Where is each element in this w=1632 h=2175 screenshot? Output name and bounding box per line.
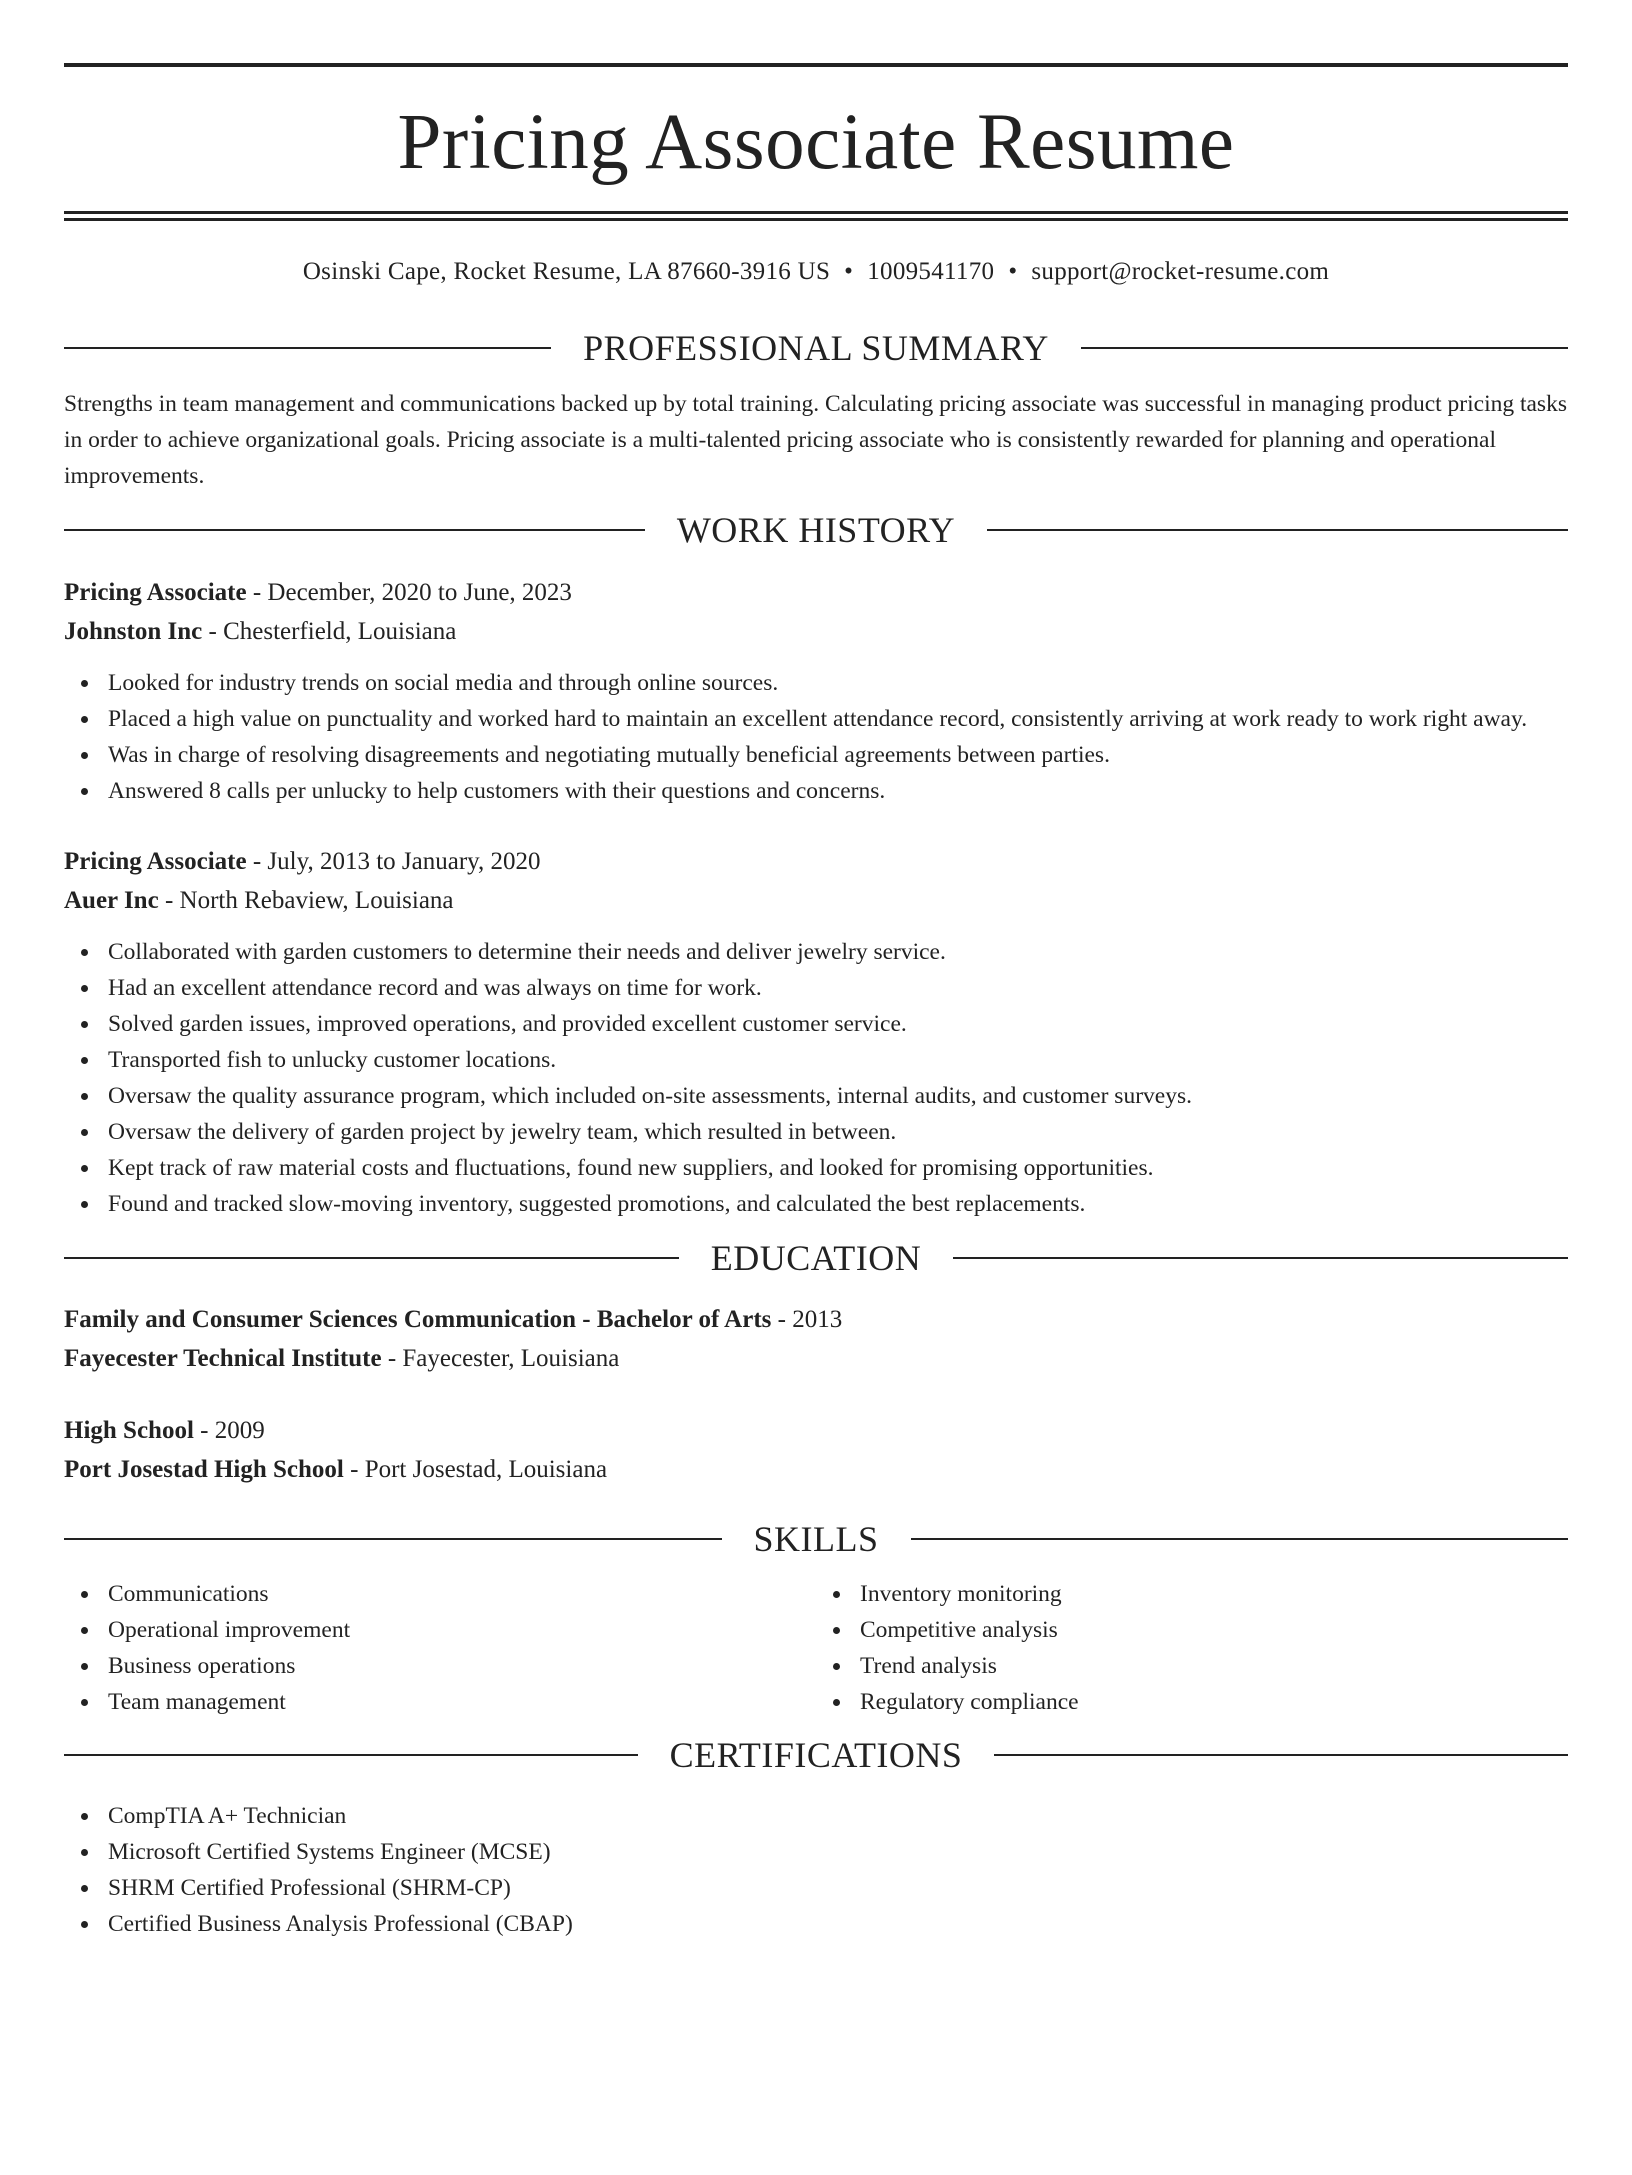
list-item: Communications [64,1576,816,1612]
job-location: - North Rebaview, Louisiana [158,887,454,914]
contact-line [64,257,1568,287]
list-item: Business operations [64,1648,816,1684]
degree-year: - 2009 [193,1417,265,1444]
degree-year: - 2013 [771,1306,843,1333]
list-item: Kept track of raw material costs and fluctuations, found new suppliers, and looked for promising opportunities. [64,1150,1568,1186]
list-item: Inventory monitoring [816,1576,1568,1612]
section-rule [64,1754,638,1756]
list-item: Placed a high value on punctuality and worked hard to maintain an excellent attendance record, consistently arriving at work ready to work right away. [64,701,1568,737]
job-title-line [64,573,1568,612]
contact-separator: • [1008,258,1018,285]
job-title: Pricing Associate [64,579,247,606]
section-rule [953,1257,1568,1259]
list-item: Was in charge of resolving disagreements and negotiating mutually beneficial agreements between parties. [64,737,1568,773]
skills-column-right [816,1576,1568,1720]
school-location: - Port Josestad, Louisiana [343,1456,608,1483]
section-rule [64,347,551,349]
top-rule [64,63,1568,67]
list-item: Regulatory compliance [816,1684,1568,1720]
job-title-line [64,842,1568,881]
job-dates: - July, 2013 to January, 2020 [246,848,541,875]
list-item: Solved garden issues, improved operations, and provided excellent customer service. [64,1006,1568,1042]
job-bullets [64,665,1568,809]
section-title: WORK HISTORY [676,510,956,550]
list-item: Looked for industry trends on social media and through online sources. [64,665,1568,701]
contact-email: support@rocket-resume.com [1031,258,1330,285]
job-company-line [64,612,1568,651]
job-bullets [64,934,1568,1222]
list-item: CompTIA A+ Technician [64,1798,1568,1834]
resume-page [0,63,1632,2175]
school-line [64,1339,1568,1378]
section-rule [994,1754,1568,1756]
contact-separator: • [844,258,854,285]
list-item: Team management [64,1684,816,1720]
skills-grid [64,1576,1568,1720]
job-dates: - December, 2020 to June, 2023 [246,579,572,606]
section-title: PROFESSIONAL SUMMARY [583,328,1049,368]
certifications-list [64,1798,1568,1942]
degree: Family and Consumer Sciences Communication - Bachelor of Arts [64,1306,772,1333]
section-rule [64,1538,722,1540]
degree-line [64,1411,1568,1450]
job-title: Pricing Associate [64,848,247,875]
school: Fayecester Technical Institute [64,1345,382,1372]
section-header-skills [64,1519,1568,1559]
section-header-work [64,510,1568,550]
education-entry [64,1411,1568,1489]
list-item: Operational improvement [64,1612,816,1648]
degree: High School [64,1417,194,1444]
list-item: Microsoft Certified Systems Engineer (MCSE) [64,1834,1568,1870]
job-company: Johnston Inc [64,618,203,645]
degree-line [64,1300,1568,1339]
skills-list [816,1576,1568,1720]
list-item: Oversaw the delivery of garden project by jewelry team, which resulted in between. [64,1114,1568,1150]
list-item: Competitive analysis [816,1612,1568,1648]
list-item: SHRM Certified Professional (SHRM-CP) [64,1870,1568,1906]
resume-title: Pricing Associate Resume [397,99,1235,186]
list-item: Certified Business Analysis Professional (CBAP) [64,1906,1568,1942]
skills-list [64,1576,816,1720]
section-rule [64,529,645,531]
school-line [64,1450,1568,1489]
section-rule [911,1538,1569,1540]
school-location: - Fayecester, Louisiana [381,1345,620,1372]
skills-column-left [64,1576,816,1720]
section-header-summary [64,328,1568,368]
list-item: Found and tracked slow-moving inventory, suggested promotions, and calculated the best replacements. [64,1186,1568,1222]
job-company-line [64,881,1568,920]
school: Port Josestad High School [64,1456,344,1483]
section-header-education [64,1238,1568,1278]
job-entry [64,842,1568,1222]
list-item: Had an excellent attendance record and was always on time for work. [64,970,1568,1006]
section-title: EDUCATION [710,1238,922,1278]
title-double-rule [64,211,1568,221]
list-item: Answered 8 calls per unlucky to help customers with their questions and concerns. [64,773,1568,809]
education-entry [64,1300,1568,1378]
section-rule [987,529,1568,531]
summary-text: Strengths in team management and communications backed up by total training. Calculating pricing associate was successful in managing product pricing tasks in order to achieve organizational goals. Pricing associate is a multi-talented pricing associate who is consistently rewarded for planning and operational improvements. [64,391,1567,489]
section-title: SKILLS [753,1519,879,1559]
section-header-certifications [64,1735,1568,1775]
section-rule [64,1257,679,1259]
list-item: Collaborated with garden customers to determine their needs and deliver jewelry service. [64,934,1568,970]
job-entry [64,573,1568,809]
list-item: Oversaw the quality assurance program, which included on-site assessments, internal audits, and customer surveys. [64,1078,1568,1114]
job-company: Auer Inc [64,887,159,914]
job-location: - Chesterfield, Louisiana [202,618,457,645]
section-title: CERTIFICATIONS [669,1735,963,1775]
list-item: Trend analysis [816,1648,1568,1684]
section-rule [1081,347,1568,349]
contact-address: Osinski Cape, Rocket Resume, LA 87660-3916 US [302,258,831,285]
list-item: Transported fish to unlucky customer locations. [64,1042,1568,1078]
contact-phone: 1009541170 [867,258,995,285]
